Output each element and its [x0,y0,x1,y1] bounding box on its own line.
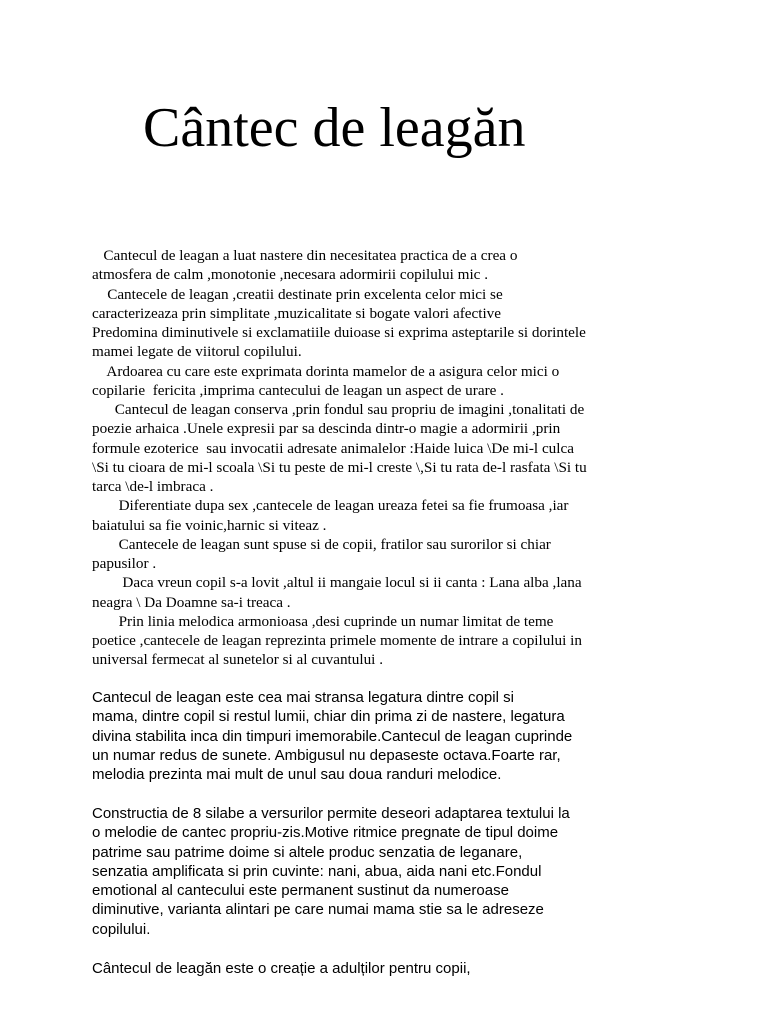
text-line: Cantecul de leagan a luat nastere din necesitatea practica de a crea o [92,247,518,264]
sans-paragraph-1 [92,688,712,784]
text-line: universal fermecat al sunetelor si al cuvantului . [92,651,383,669]
text-line: \Si tu cioara de mi-l scoala \Si tu peste de mi-l creste \,Si tu rata de-l rasfata \Si tu [92,458,587,476]
text-line: tarca \de-l imbraca . [92,478,214,495]
text-line: papusilor . [92,555,157,572]
text-line: un numar redus de sunete. Ambigusul nu depaseste octava.Foarte rar, [92,746,561,764]
text-line: Cântecul de leagăn este o creație a adulților pentru copii, [92,960,471,977]
text-line: copilului. [92,920,151,938]
text-line: Diferentiate dupa sex ,cantecele de leagan ureaza fetei sa fie frumoasa ,iar [92,497,569,515]
text-line: o melodie de cantec propriu-zis.Motive ritmice pregnate de tipul doime [92,824,559,842]
text-line: formule ezoterice sau invocatii adresate animalelor :Haide luica \De mi-l culca [92,439,574,457]
text-line: baiatului sa fie voinic,harnic si viteaz . [92,516,327,534]
text-line: melodia prezinta mai mult de unul sau doua randuri melodice. [92,766,502,784]
text-line: senzatia amplificata si prin cuvinte: nani, abua, aida nani etc.Fondul [92,862,542,880]
text-line: Daca vreun copil s-a lovit ,altul ii mangaie locul si ii canta : Lana alba ,lana [92,574,582,592]
text-line: Predomina diminutivele si exclamatiile duioase si exprima asteptarile si dorintele [92,324,586,341]
text-line: copilarie fericita ,imprima cantecului de leagan un aspect de urare . [92,381,504,399]
text-line: poezie arhaica .Unele expresii par sa descinda dintr-o magie a adormirii ,prin [92,420,561,438]
text-line: Cantecul de leagan conserva ,prin fondul sau propriu de imagini ,tonalitati de [92,401,585,418]
page-title: Cântec de leagăn [143,97,526,159]
text-line: caracterizeaza prin simplitate ,muzicalitate si bogate valori afective [92,304,502,322]
sans-paragraph-3 [92,959,712,978]
text-line: mamei legate de viitorul copilului. [92,343,302,361]
text-line: diminutive, varianta alintari pe care numai mama stie sa le adreseze [92,901,544,919]
text-line: mama, dintre copil si restul lumii, chiar din prima zi de nastere, legatura [92,708,565,726]
sans-paragraph-2 [92,804,712,939]
text-line: neagra \ Da Doamne sa-i treaca . [92,593,291,611]
text-line: Prin linia melodica armonioasa ,desi cuprinde un numar limitat de teme [92,612,554,630]
serif-text-block [92,246,682,670]
text-line: Ardoarea cu care este exprimata dorinta mamelor de a asigura celor mici o [92,362,560,380]
text-line: Cantecele de leagan sunt spuse si de copii, fratilor sau surorilor si chiar [92,535,551,553]
text-line: divina stabilita inca din timpuri imemorabile.Cantecul de leagan cuprinde [92,727,573,745]
text-line: atmosfera de calm ,monotonie ,necesara adormirii copilului mic . [92,266,489,284]
text-line: Constructia de 8 silabe a versurilor permite deseori adaptarea textului la [92,805,570,822]
text-line: patrime sau patrime doime si altele produc senzatia de leganare, [92,843,523,861]
text-line: Cantecul de leagan este cea mai stransa legatura dintre copil si [92,689,514,706]
text-line: poetice ,cantecele de leagan reprezinta primele momente de intrare a copilului in [92,632,582,649]
text-line: emotional al cantecului este permanent sustinut da numeroase [92,882,509,900]
text-line: Cantecele de leagan ,creatii destinate prin excelenta celor mici se [92,285,503,303]
